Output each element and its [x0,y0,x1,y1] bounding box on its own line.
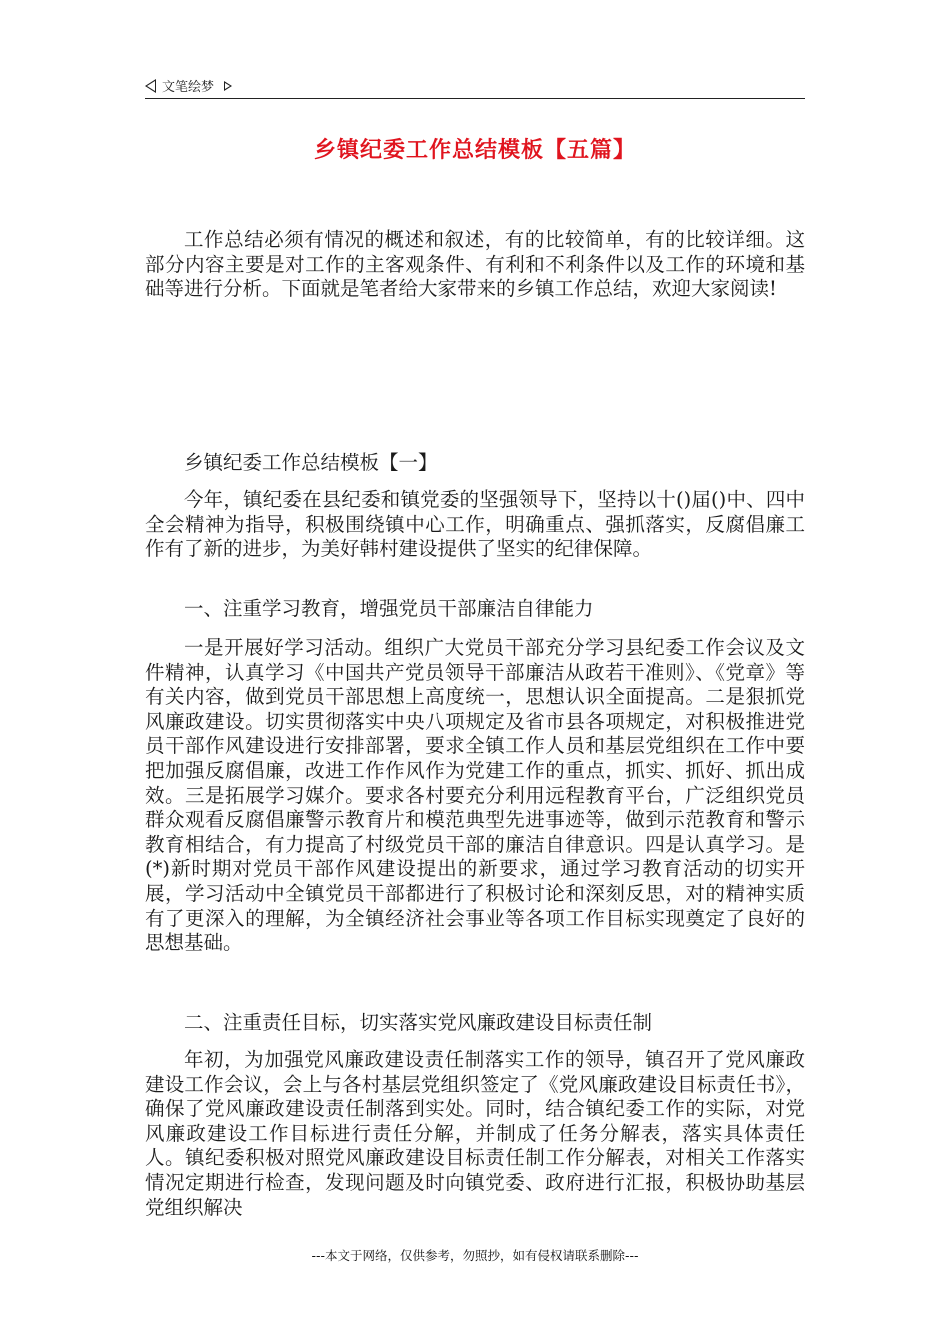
brand-name: 文笔绘梦 [162,80,215,95]
heading-1: 一、注重学习教育，增强党员干部廉洁自律能力 [184,597,594,620]
triangle-right-icon [224,81,232,91]
intro-paragraph: 工作总结必须有情况的概述和叙述，有的比较简单，有的比较详细。这部分内容主要是对工作的主客观条件、有利和不利条件以及工作的环境和基础等进行分析。下面就是笔者给大家带来的乡镇工作总结，欢迎大家阅读! [145,228,805,301]
page-header [145,74,805,99]
paragraph-1: 今年，镇纪委在县纪委和镇党委的坚强领导下，坚持以十()届()中、四中全会精神为指导，积极围绕镇中心工作，明确重点、强抓落实，反腐倡廉工作有了新的进步，为美好韩村建设提供了坚实的纪律保障。 [145,488,805,561]
heading-2: 二、注重责任目标，切实落实党风廉政建设目标责任制 [184,1011,653,1034]
paragraph-2: 一是开展好学习活动。组织广大党员干部充分学习县纪委工作会议及文件精神，认真学习《中国共产党员领导干部廉洁从政若干准则》、《党章》等有关内容，做到党员干部思想上高度统一，思想认识全面提高。二是狠抓党风廉政建设。切实贯彻落实中央八项规定及省市县各项规定，对积极推进党员干部作风建设进行安排部署，要求全镇工作人员和基层党组织在工作中要把加强反腐倡廉，改进工作作风作为党建工作的重点，抓实、抓好、抓出成效。三是拓展学习媒介。要求各村要充分利用远程教育平台，广泛组织党员群众观看反腐倡廉警示教育片和模范典型先进事迹等，做到示范教育和警示教育相结合，有力提高了村级党员干部的廉洁自律意识。四是认真学习。是(*)新时期对党员干部作风建设提出的新要求，通过学习教育活动的切实开展，学习活动中全镇党员干部都进行了积极讨论和深刻反思，对的精神实质有了更深入的理解，为全镇经济社会事业等各项工作目标实现奠定了良好的思想基础。 [145,636,805,955]
paragraph-3: 年初，为加强党风廉政建设责任制落实工作的领导，镇召开了党风廉政建设工作会议，会上与各村基层党组织签定了《党风廉政建设目标责任书》，确保了党风廉政建设责任制落到实处。同时，结合镇纪委工作的实际，对党风廉政建设工作目标进行责任分解，并制成了任务分解表，落实具体责任人。镇纪委积极对照党风廉政建设目标责任制工作分解表，对相关工作落实情况定期进行检查，发现问题及时向镇党委、政府进行汇报，积极协助基层党组织解决 [145,1048,805,1219]
page-footer: ---本文于网络，仅供参考，勿照抄，如有侵权请联系删除--- [311,1248,639,1263]
document-title: 乡镇纪委工作总结模板【五篇】 [313,138,636,163]
brand [145,76,232,95]
section-title: 乡镇纪委工作总结模板【一】 [184,451,438,474]
triangle-left-icon [145,79,156,93]
